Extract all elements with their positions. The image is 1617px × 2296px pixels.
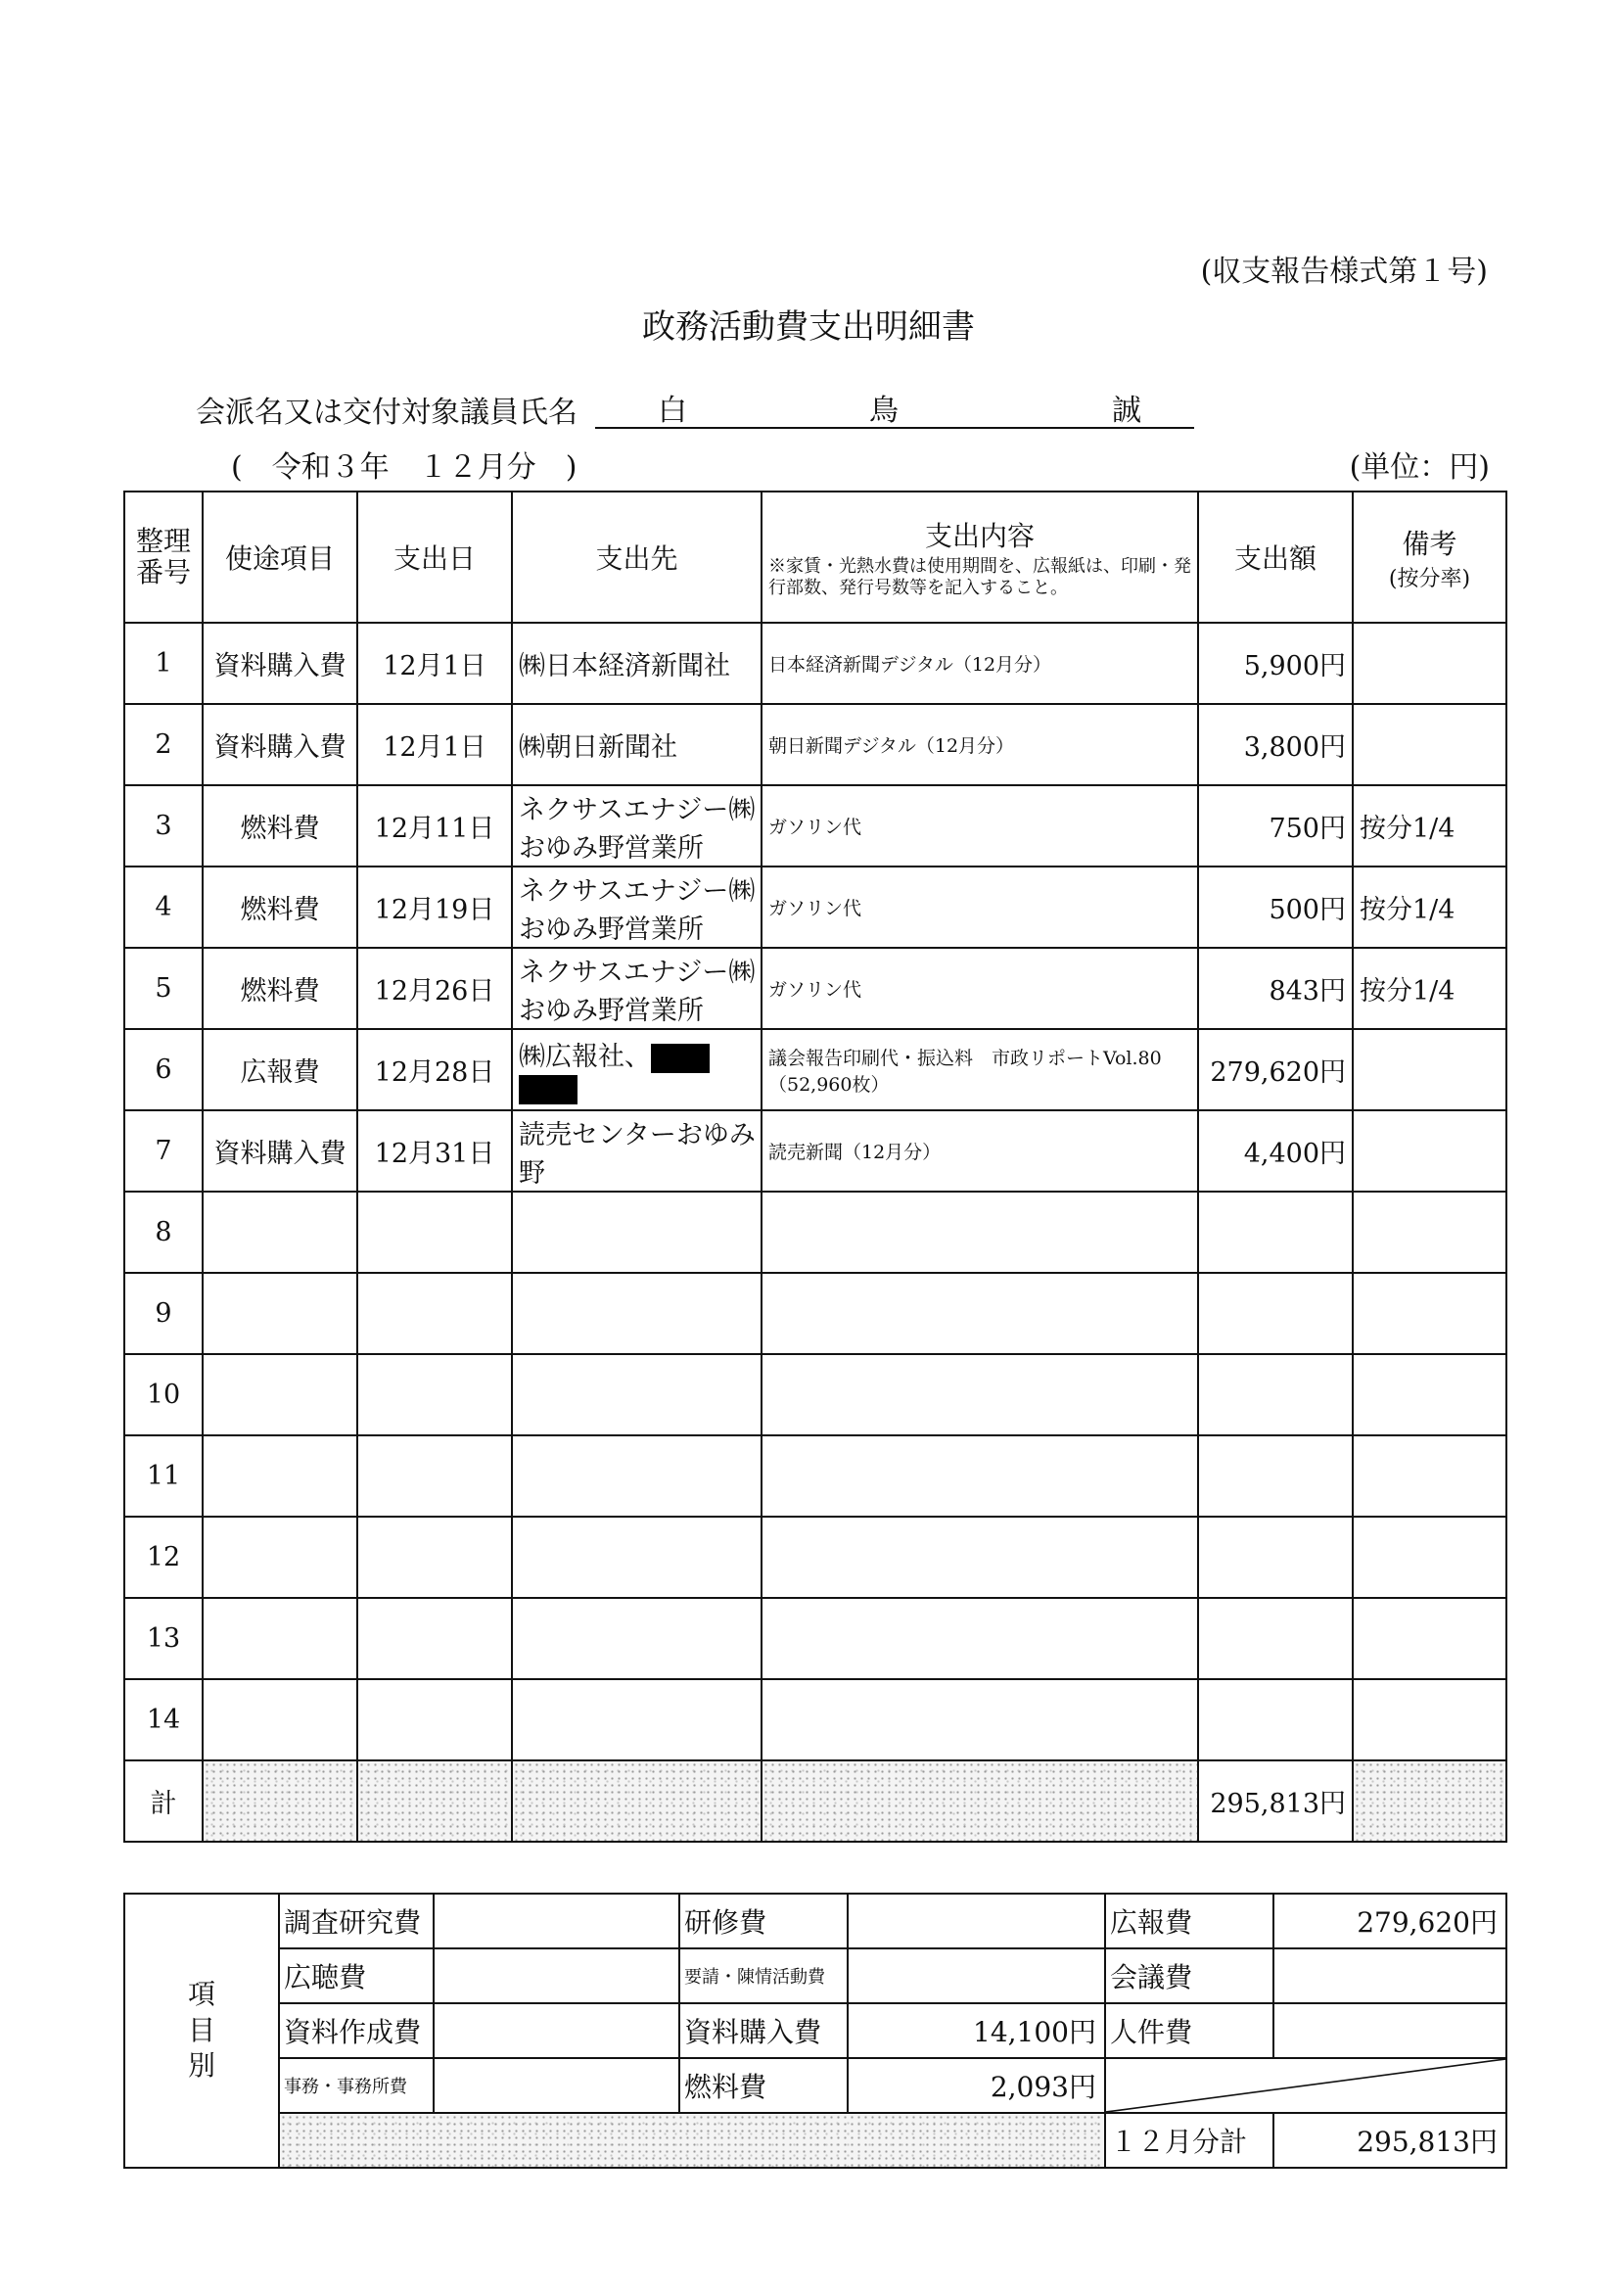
row-content: ガソリン代 (762, 948, 1198, 1029)
summary-total-row (124, 2113, 1506, 2168)
row-no: 2 (124, 704, 203, 785)
row-amount (1198, 1273, 1353, 1354)
shaded-cell (279, 2113, 1105, 2168)
row-content (762, 1354, 1198, 1435)
row-no: 11 (124, 1435, 203, 1517)
row-amount: 500円 (1198, 867, 1353, 948)
member-name-part: 誠 (1112, 394, 1141, 428)
row-remarks (1353, 1435, 1506, 1517)
shaded-cell (203, 1760, 357, 1842)
summary-label: 会議費 (1105, 1948, 1273, 2003)
summary-amount: 2,093円 (848, 2058, 1105, 2113)
table-row (124, 948, 1506, 1029)
summary-label: 燃料費 (679, 2058, 848, 2113)
row-content (762, 1679, 1198, 1760)
row-content (762, 1273, 1198, 1354)
row-date (357, 1192, 512, 1273)
row-content (762, 1192, 1198, 1273)
diagonal-strike (1106, 2059, 1505, 2112)
summary-amount (1273, 2003, 1506, 2058)
summary-amount (434, 1894, 679, 1948)
row-payee (512, 1273, 762, 1354)
row-remarks (1353, 1679, 1506, 1760)
header-remarks-sub: (按分率) (1388, 566, 1471, 591)
shaded-cell (1353, 1760, 1506, 1842)
row-amount: 750円 (1198, 785, 1353, 867)
row-remarks (1353, 704, 1506, 785)
form-number: (収支報告様式第１号) (1200, 255, 1488, 289)
row-no: 1 (124, 623, 203, 704)
row-category: 燃料費 (203, 948, 357, 1029)
header-remarks (1353, 492, 1506, 623)
row-category: 燃料費 (203, 785, 357, 867)
row-remarks: 按分1/4 (1353, 785, 1506, 867)
row-date (357, 1679, 512, 1760)
row-content: 議会報告印刷代・振込料 市政リポートVol.80（52,960枚） (762, 1029, 1198, 1110)
summary-label: 事務・事務所費 (279, 2058, 434, 2113)
header-no-line: 整理 (135, 524, 191, 557)
row-date (357, 1517, 512, 1598)
row-remarks (1353, 623, 1506, 704)
table-row (124, 1192, 1506, 1273)
row-date (357, 1435, 512, 1517)
row-payee: ㈱日本経済新聞社 (512, 623, 762, 704)
row-payee (512, 1435, 762, 1517)
row-category (203, 1598, 357, 1679)
table-row (124, 1435, 1506, 1517)
row-payee (512, 1192, 762, 1273)
summary-row (124, 2003, 1506, 2058)
redaction-block (651, 1044, 710, 1073)
header-date: 支出日 (357, 492, 512, 623)
row-amount (1198, 1598, 1353, 1679)
table-header-row (124, 492, 1506, 623)
row-amount: 3,800円 (1198, 704, 1353, 785)
row-category: 資料購入費 (203, 1110, 357, 1192)
member-name-part: 白 (658, 394, 687, 428)
summary-row (124, 1894, 1506, 1948)
row-payee: ㈱広報社、 (519, 1042, 651, 1073)
row-remarks (1353, 1029, 1506, 1110)
member-name (595, 384, 1194, 429)
row-amount (1198, 1517, 1353, 1598)
row-amount: 843円 (1198, 948, 1353, 1029)
summary-side-char: 目 (187, 2013, 215, 2046)
row-payee (512, 1679, 762, 1760)
summary-row (124, 1948, 1506, 2003)
total-amount: 295,813円 (1198, 1760, 1353, 1842)
summary-label: 人件費 (1105, 2003, 1273, 2058)
row-remarks: 按分1/4 (1353, 867, 1506, 948)
summary-amount (1273, 1948, 1506, 2003)
row-amount: 4,400円 (1198, 1110, 1353, 1192)
header-amount: 支出額 (1198, 492, 1353, 623)
member-name-part: 鳥 (869, 394, 899, 428)
row-date: 12月28日 (357, 1029, 512, 1110)
summary-label: 広聴費 (279, 1948, 434, 2003)
row-date (357, 1598, 512, 1679)
header-no-line: 番号 (135, 556, 191, 588)
table-row (124, 867, 1506, 948)
row-payee (512, 1354, 762, 1435)
month-total-label: １２月分計 (1105, 2113, 1273, 2168)
row-payee: ネクサスエナジー㈱おゆみ野営業所 (512, 785, 762, 867)
expense-table (123, 491, 1507, 1843)
row-payee-redacted (512, 1029, 762, 1110)
row-no: 8 (124, 1192, 203, 1273)
row-amount (1198, 1192, 1353, 1273)
row-no: 12 (124, 1517, 203, 1598)
table-row (124, 1029, 1506, 1110)
row-date: 12月11日 (357, 785, 512, 867)
summary-label: 調査研究費 (279, 1894, 434, 1948)
currency-unit: (単位：円) (1349, 450, 1490, 485)
summary-label: 要請・陳情活動費 (679, 1948, 848, 2003)
row-category: 資料購入費 (203, 704, 357, 785)
row-content: ガソリン代 (762, 867, 1198, 948)
row-category: 燃料費 (203, 867, 357, 948)
strike-line (1106, 2059, 1505, 2112)
row-no: 3 (124, 785, 203, 867)
row-date: 12月26日 (357, 948, 512, 1029)
row-no: 6 (124, 1029, 203, 1110)
row-category: 広報費 (203, 1029, 357, 1110)
row-no: 7 (124, 1110, 203, 1192)
row-date (357, 1354, 512, 1435)
header-content (762, 492, 1198, 623)
table-row (124, 1354, 1506, 1435)
table-row (124, 785, 1506, 867)
month-total-amount: 295,813円 (1273, 2113, 1506, 2168)
total-row (124, 1760, 1506, 1842)
row-no: 5 (124, 948, 203, 1029)
row-remarks: 按分1/4 (1353, 948, 1506, 1029)
summary-amount (848, 1894, 1105, 1948)
row-amount (1198, 1435, 1353, 1517)
row-content: 日本経済新聞デジタル（12月分） (762, 623, 1198, 704)
header-category: 使途項目 (203, 492, 357, 623)
total-label: 計 (124, 1760, 203, 1842)
summary-amount (434, 1948, 679, 2003)
reporting-period: ( 令和３年 １２月分 ) (231, 450, 578, 485)
summary-row (124, 2058, 1506, 2113)
row-no: 4 (124, 867, 203, 948)
shaded-cell (762, 1760, 1198, 1842)
row-remarks (1353, 1192, 1506, 1273)
redaction-block (519, 1075, 578, 1104)
row-amount: 5,900円 (1198, 623, 1353, 704)
row-no: 10 (124, 1354, 203, 1435)
row-category (203, 1273, 357, 1354)
row-amount (1198, 1679, 1353, 1760)
row-remarks (1353, 1517, 1506, 1598)
row-category (203, 1517, 357, 1598)
table-row (124, 1517, 1506, 1598)
row-category (203, 1192, 357, 1273)
table-row (124, 1598, 1506, 1679)
row-category: 資料購入費 (203, 623, 357, 704)
summary-label: 広報費 (1105, 1894, 1273, 1948)
header-remarks-title: 備考 (1402, 527, 1457, 560)
row-content (762, 1517, 1198, 1598)
row-date: 12月31日 (357, 1110, 512, 1192)
row-date (357, 1273, 512, 1354)
struck-cell (1105, 2058, 1506, 2113)
row-date: 12月1日 (357, 623, 512, 704)
row-remarks (1353, 1110, 1506, 1192)
row-category (203, 1354, 357, 1435)
shaded-cell (357, 1760, 512, 1842)
row-remarks (1353, 1273, 1506, 1354)
page-title: 政務活動費支出明細書 (642, 307, 975, 347)
row-content: 読売新聞（12月分） (762, 1110, 1198, 1192)
row-content: ガソリン代 (762, 785, 1198, 867)
row-remarks (1353, 1354, 1506, 1435)
table-row (124, 704, 1506, 785)
row-content: 朝日新聞デジタル（12月分） (762, 704, 1198, 785)
row-date: 12月1日 (357, 704, 512, 785)
row-payee: ネクサスエナジー㈱おゆみ野営業所 (512, 867, 762, 948)
row-no: 9 (124, 1273, 203, 1354)
summary-side-label (124, 1894, 279, 2168)
row-amount (1198, 1354, 1353, 1435)
row-no: 14 (124, 1679, 203, 1760)
summary-label: 研修費 (679, 1894, 848, 1948)
table-row (124, 1679, 1506, 1760)
member-label: 会派名又は交付対象議員氏名 (196, 396, 578, 430)
table-row (124, 1110, 1506, 1192)
row-payee (512, 1598, 762, 1679)
row-category (203, 1435, 357, 1517)
row-payee: 読売センターおゆみ野 (512, 1110, 762, 1192)
shaded-cell (512, 1760, 762, 1842)
summary-amount (848, 1948, 1105, 2003)
header-content-title: 支出内容 (924, 519, 1035, 552)
table-row (124, 623, 1506, 704)
header-content-note: ※家賃・光熱水費は使用期間を、広報紙は、印刷・発行部数、発行号数等を記入すること。 (768, 555, 1191, 598)
row-no: 13 (124, 1598, 203, 1679)
row-date: 12月19日 (357, 867, 512, 948)
category-summary-table (123, 1893, 1507, 2169)
row-payee (512, 1517, 762, 1598)
row-payee: ネクサスエナジー㈱おゆみ野営業所 (512, 948, 762, 1029)
header-payee: 支出先 (512, 492, 762, 623)
row-category (203, 1679, 357, 1760)
summary-amount: 279,620円 (1273, 1894, 1506, 1948)
summary-side-char: 別 (187, 2049, 215, 2083)
row-content (762, 1598, 1198, 1679)
row-amount: 279,620円 (1198, 1029, 1353, 1110)
summary-side-char: 項 (187, 1978, 215, 2011)
row-remarks (1353, 1598, 1506, 1679)
header-no (124, 492, 203, 623)
summary-label: 資料作成費 (279, 2003, 434, 2058)
summary-amount: 14,100円 (848, 2003, 1105, 2058)
row-payee: ㈱朝日新聞社 (512, 704, 762, 785)
row-content (762, 1435, 1198, 1517)
summary-amount (434, 2003, 679, 2058)
summary-amount (434, 2058, 679, 2113)
summary-label: 資料購入費 (679, 2003, 848, 2058)
table-row (124, 1273, 1506, 1354)
